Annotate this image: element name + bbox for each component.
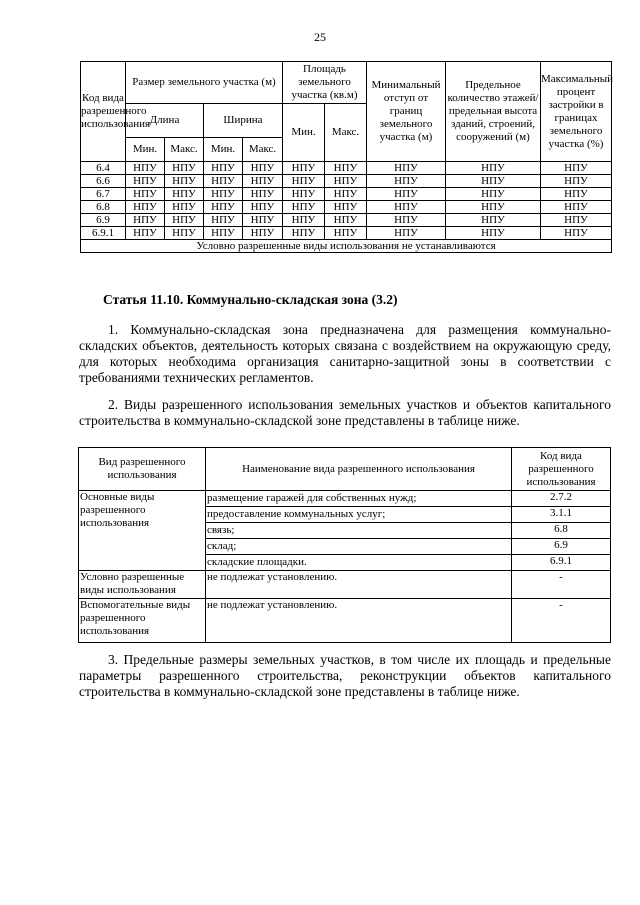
- use-name: размещение гаражей для собственных нужд;: [206, 491, 512, 507]
- cell-value: НПУ: [204, 214, 243, 227]
- cell-value: НПУ: [283, 227, 325, 240]
- cell-value: НПУ: [243, 214, 283, 227]
- cell-value: НПУ: [165, 175, 204, 188]
- use-name: связь;: [206, 523, 512, 539]
- header-code: Код вида разрешенного использования: [81, 62, 126, 162]
- header-plot-size: Размер земельного участка (м): [126, 62, 283, 104]
- use-name: склад;: [206, 539, 512, 555]
- cell-value: НПУ: [204, 175, 243, 188]
- header-area-max: Макс.: [325, 104, 367, 162]
- cell-value: НПУ: [446, 227, 541, 240]
- header-use-name: Наименование вида разрешенного использования: [206, 448, 512, 491]
- cell-value: НПУ: [446, 214, 541, 227]
- cell-value: НПУ: [165, 227, 204, 240]
- conditional-uses-label: Условно разрешенные виды использования: [79, 571, 206, 599]
- cell-value: НПУ: [204, 227, 243, 240]
- table-row: [81, 201, 612, 214]
- auxiliary-uses-text: не подлежат установлению.: [206, 599, 512, 643]
- header-width-max: Макс.: [243, 138, 283, 162]
- cell-value: НПУ: [325, 214, 367, 227]
- use-code: 6.9.1: [512, 555, 611, 571]
- table-row: [81, 175, 612, 188]
- cell-value: НПУ: [165, 214, 204, 227]
- table-row: [79, 599, 611, 643]
- cell-value: НПУ: [243, 227, 283, 240]
- page-number: 25: [314, 30, 326, 44]
- table-row: [81, 188, 612, 201]
- cell-value: НПУ: [283, 188, 325, 201]
- header-length-min: Мин.: [126, 138, 165, 162]
- table-footer-note: Условно разрешенные виды использования не устанавливаются: [81, 240, 612, 253]
- cell-value: НПУ: [126, 201, 165, 214]
- cell-value: НПУ: [367, 188, 446, 201]
- cell-value: НПУ: [541, 227, 612, 240]
- cell-value: НПУ: [204, 201, 243, 214]
- cell-value: НПУ: [243, 201, 283, 214]
- cell-value: НПУ: [126, 214, 165, 227]
- cell-value: НПУ: [367, 214, 446, 227]
- table-row: [79, 491, 611, 507]
- cell-value: НПУ: [446, 201, 541, 214]
- cell-value: НПУ: [283, 201, 325, 214]
- cell-value: НПУ: [541, 175, 612, 188]
- cell-value: НПУ: [367, 201, 446, 214]
- cell-value: НПУ: [325, 227, 367, 240]
- permitted-uses-table: [78, 447, 611, 643]
- header-use-type: Вид разрешенного использования: [79, 448, 206, 491]
- cell-value: НПУ: [243, 175, 283, 188]
- table-row: [81, 162, 612, 175]
- header-length-max: Макс.: [165, 138, 204, 162]
- cell-code: 6.4: [81, 162, 126, 175]
- use-code: 2.7.2: [512, 491, 611, 507]
- cell-code: 6.7: [81, 188, 126, 201]
- table-row: [81, 214, 612, 227]
- cell-value: НПУ: [283, 175, 325, 188]
- table-footer-row: [81, 240, 612, 253]
- paragraph-3: 3. Предельные размеры земельных участков, в том числе их площадь и предельные параметры разрешенного строительства, реконструкции объектов капитального строительства в коммунально-складской зоне представлены в таблице ниже.: [79, 652, 611, 699]
- table-row: [79, 571, 611, 599]
- use-name: предоставление коммунальных услуг;: [206, 507, 512, 523]
- cell-value: НПУ: [126, 188, 165, 201]
- cell-code: 6.8: [81, 201, 126, 214]
- cell-value: НПУ: [243, 188, 283, 201]
- auxiliary-uses-code: -: [512, 599, 611, 643]
- use-code: 6.9: [512, 539, 611, 555]
- header-width-min: Мин.: [204, 138, 243, 162]
- conditional-uses-code: -: [512, 571, 611, 599]
- conditional-uses-text: не подлежат установлению.: [206, 571, 512, 599]
- header-max-floors: Предельное количество этажей/ предельная высота зданий, строений, сооружений (м): [446, 62, 541, 162]
- plot-parameters-table: [80, 61, 612, 253]
- cell-value: НПУ: [325, 175, 367, 188]
- cell-value: НПУ: [325, 162, 367, 175]
- cell-value: НПУ: [126, 175, 165, 188]
- cell-value: НПУ: [243, 162, 283, 175]
- main-uses-label: Основные виды разрешенного использования: [79, 491, 206, 571]
- cell-value: НПУ: [541, 214, 612, 227]
- header-max-coverage: Максимальный процент застройки в границах земельного участка (%): [541, 62, 612, 162]
- cell-value: НПУ: [446, 162, 541, 175]
- cell-value: НПУ: [126, 162, 165, 175]
- cell-value: НПУ: [283, 214, 325, 227]
- use-name: складские площадки.: [206, 555, 512, 571]
- paragraph-2: 2. Виды разрешенного использования земельных участков и объектов капитального строительства в коммунально-складской зоне представлены в таблице ниже.: [79, 397, 611, 428]
- header-min-setback: Минимальный отступ от границ земельного участка (м): [367, 62, 446, 162]
- cell-value: НПУ: [367, 227, 446, 240]
- auxiliary-uses-label: Вспомогательные виды разрешенного использования: [79, 599, 206, 643]
- use-code: 3.1.1: [512, 507, 611, 523]
- cell-value: НПУ: [541, 201, 612, 214]
- cell-code: 6.9.1: [81, 227, 126, 240]
- header-use-code: Код вида разрешенного использования: [512, 448, 611, 491]
- header-width: Ширина: [204, 104, 283, 138]
- cell-value: НПУ: [126, 227, 165, 240]
- header-length: Длина: [126, 104, 204, 138]
- cell-value: НПУ: [165, 201, 204, 214]
- header-area: Площадь земельного участка (кв.м): [283, 62, 367, 104]
- cell-value: НПУ: [204, 188, 243, 201]
- cell-value: НПУ: [165, 188, 204, 201]
- paragraph-1: 1. Коммунально-складская зона предназначена для размещения коммунально-складских объектов, деятельность которых связана с воздействием на окружающую среду, для которых необходима организация санитарно-защитной зоны в соответствии с требованиями технических регламентов.: [79, 322, 611, 385]
- cell-code: 6.9: [81, 214, 126, 227]
- header-area-min: Мин.: [283, 104, 325, 162]
- cell-value: НПУ: [204, 162, 243, 175]
- cell-value: НПУ: [541, 188, 612, 201]
- cell-value: НПУ: [446, 175, 541, 188]
- cell-value: НПУ: [541, 162, 612, 175]
- table-row: [81, 227, 612, 240]
- use-code: 6.8: [512, 523, 611, 539]
- cell-value: НПУ: [283, 162, 325, 175]
- cell-code: 6.6: [81, 175, 126, 188]
- cell-value: НПУ: [446, 188, 541, 201]
- cell-value: НПУ: [367, 175, 446, 188]
- cell-value: НПУ: [325, 188, 367, 201]
- article-heading: Статья 11.10. Коммунально-складская зона (3.2): [103, 292, 398, 307]
- cell-value: НПУ: [165, 162, 204, 175]
- cell-value: НПУ: [325, 201, 367, 214]
- cell-value: НПУ: [367, 162, 446, 175]
